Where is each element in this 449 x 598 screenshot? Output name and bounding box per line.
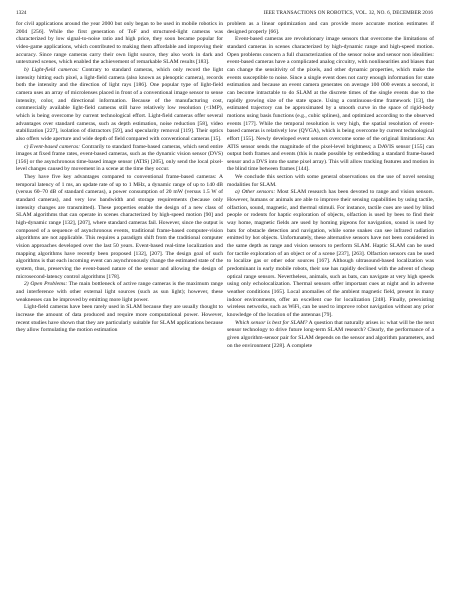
section-heading: Which sensor is best for SLAM? — [235, 319, 308, 326]
paragraph-text: Event-based cameras are revolutionary image sensors that overcome the limitations of standard cameras in scenes characterized by high-dynamic range and high-speed motion. Open problems concern a full characterization of the sensor noise and sensor non idealities: event-based cameras have a complicated analog circuitry, with nonlinearities and biases that can change the sensitivity of the pixels, and other dynamic properties, which make the events susceptible to noise. Since a single event does not carry enough information for state estimation and because an event camera generates on average 100 000 events a second, it can become intractable to do SLAM at the discrete times of the single events due to the rapidly growing size of the state space. Using a continuous-time framework [13], the estimated trajectory can be approximated by a smooth curve in the space of rigid-body motions using basis functions (e.g., cubic splines), and optimized according to the observed events [177]. While the temporal resolution is very high, the spatial resolution of event-based cameras is relatively low (QVGA), which is being overcome by current technological effort [155]. Newly developed event sensors overcome some of the original limitations: An ATIS sensor sends the magnitude of the pixel-level brightness; a DAVIS sensor [155] can output both frames and events (this is made possible by embedding a standard frame-based sensor and a DVS into the same pixel array). This will allow tracking features and motion in the blind time between frames [144]. — [227, 36, 434, 173]
paragraph-text: A question that naturally arises is: what will be the next sensor technology to drive future long-term SLAM research? Clearly, the performance of a given algorithm-sensor pair for SLAM depends on the sensor and algorithm parameters, and on the environment [228]. A complete — [227, 319, 434, 349]
paragraph-text: Contrary to standard cameras, which only record the light intensity hitting each pixel, a light-field camera (also known as plenoptic camera), records both the intensity and the direction of light rays [186]. One popular type of light-field camera uses an array of microlenses placed in front of a conventional image sensor to sense intensity, color, and directional information. Because of the manufacturing cost, commercially available light-field cameras still have relatively low resolution (<1MP), which is being overcome by current technological effort. Light-field cameras offer several advantages over standard cameras, such as depth estimation, noise reduction [58], video stabilization [227], isolation of distractors [59], and specularity removal [119]. Their optics also offers wide aperture and wide depth of field compared with conventional cameras [15]. — [16, 66, 223, 142]
paragraph-text: The main bottleneck of active range cameras is the maximum range and interference with other external light sources (such as sun light); however, these weaknesses can be improved by emitting more light power. — [16, 281, 223, 303]
right-column — [227, 21, 434, 589]
section-heading: 2) Open Problems: — [24, 281, 68, 288]
paragraph — [16, 304, 223, 335]
journal-title: IEEE TRANSACTIONS ON ROBOTICS, VOL. 32, NO. 6, DECEMBER 2016 — [263, 10, 433, 16]
paragraph — [227, 320, 434, 351]
section-heading: c) Event-based cameras: — [24, 143, 80, 150]
paragraph — [16, 144, 223, 175]
paragraph-text: Light-field cameras have been rarely used in SLAM because they are usually thought to increase the amount of data produced and require more computational power. However, recent studies have shown that they are particularly suitable for SLAM applications because they allow formulating the motion estimation — [16, 304, 223, 334]
paragraph — [227, 189, 434, 319]
left-column — [16, 21, 223, 589]
paragraph-text: We conclude this section with some general observations on the use of novel sensing modalities for SLAM. — [227, 174, 434, 188]
paragraph-text: Contrarily to standard frame-based cameras, which send entire images at fixed frame rates, event-based cameras, such as the dynamic vision sensor (DVS) [156] or the asynchronous time-based image sensor (ATIS) [205], only send the local pixel-level changes caused by movement in a scene at the time they occur. — [16, 143, 223, 173]
paragraph — [227, 21, 434, 36]
paragraph — [227, 174, 434, 189]
paragraph — [16, 281, 223, 304]
running-header — [16, 9, 433, 18]
section-heading: a) Other sensors: — [235, 189, 276, 196]
paragraph — [227, 36, 434, 174]
paragraph-text: They have five key advantages compared to conventional frame-based cameras: A temporal latency of 1 ms, an update rate of up to 1 MHz, a dynamic range of up to 140 dB (versus 60–70 dB of standard cameras), a power consumption of 20 mW (versus 1.5 W of standard cameras), and very low bandwidth and storage requirements (because only intensity changes are transmitted). These properties enable the design of a new class of SLAM algorithms that can operate in scenes characterized by high-speed motion [90] and high-dynamic range [132], [207], where standard cameras fail. However, since the output is composed of a sequence of asynchronous events, traditional frame-based computer-vision algorithms are not applicable. This requires a paradigm shift from the traditional computer vision approaches developed over the last 50 years. Event-based real-time localization and mapping algorithms have recently been proposed [132], [207]. The design goal of such algorithms is that each incoming event can asynchronously change the estimated state of the system, thus, preserving the event-based nature of the sensor and allowing the design of microsecond-latency control algorithms [178]. — [16, 174, 223, 280]
paragraph-text: problem as a linear optimization and can provide more accurate motion estimates if designed properly [66]. — [227, 21, 434, 35]
paragraph-text: Most SLAM research has been devoted to range and vision sensors. However, humans or animals are able to improve their sensing capabilities by using tactile, olfaction, sound, magnetic, and thermal stimuli. For instance, tactile cues are used by blind people or rodents for haptic exploration of objects, olfaction is used by bees to find their way home, magnetic fields are used by homing pigeons for navigation, sound is used by bats for obstacle detection and navigation, while some snakes can see infrared radiation emitted by hot objects. Unfortunately, these alternative sensors have not been considered in the same depth as range and vision sensors to perform SLAM. Haptic SLAM can be used for tactile exploration of an object or of a scene [237], [263]. Olfaction sensors can be used to localize gas or other odor sources [167]. Although ultrasound-based localization was predominant in early mobile robots, their use has rapidly declined with the advent of cheap optical range sensors. Nevertheless, animals, such as bats, can navigate at very high speeds using only echolocalization. Thermal sensors offer important cues at night and in adverse weather conditions [165]. Local anomalies of the ambient magnetic field, present in many indoor environments, offer an excellent cue for localization [248]. Finally, preexisting wireless networks, such as WiFi, can be used to improve robot navigation without any prior knowledge of the location of the antennas [79]. — [227, 189, 434, 318]
paragraph — [16, 67, 223, 144]
paragraph — [16, 21, 223, 67]
section-heading: b) Light-field cameras: — [24, 66, 79, 73]
page-number: 1324 — [16, 10, 27, 16]
paragraph-text: for civil applications around the year 2000 but only began to be used in mobile robotics in 2004 [256]. While the first generation of ToF and structured-light cameras was characterized by low signal-to-noise ratio and high price, they soon became popular for video-game applications, which contributed to making them affordable and improving their accuracy. Since range cameras carry their own light source, they also work in dark and untextured scenes, which enabled the achievement of remarkable SLAM results [183]. — [16, 21, 223, 66]
paragraph — [16, 174, 223, 281]
